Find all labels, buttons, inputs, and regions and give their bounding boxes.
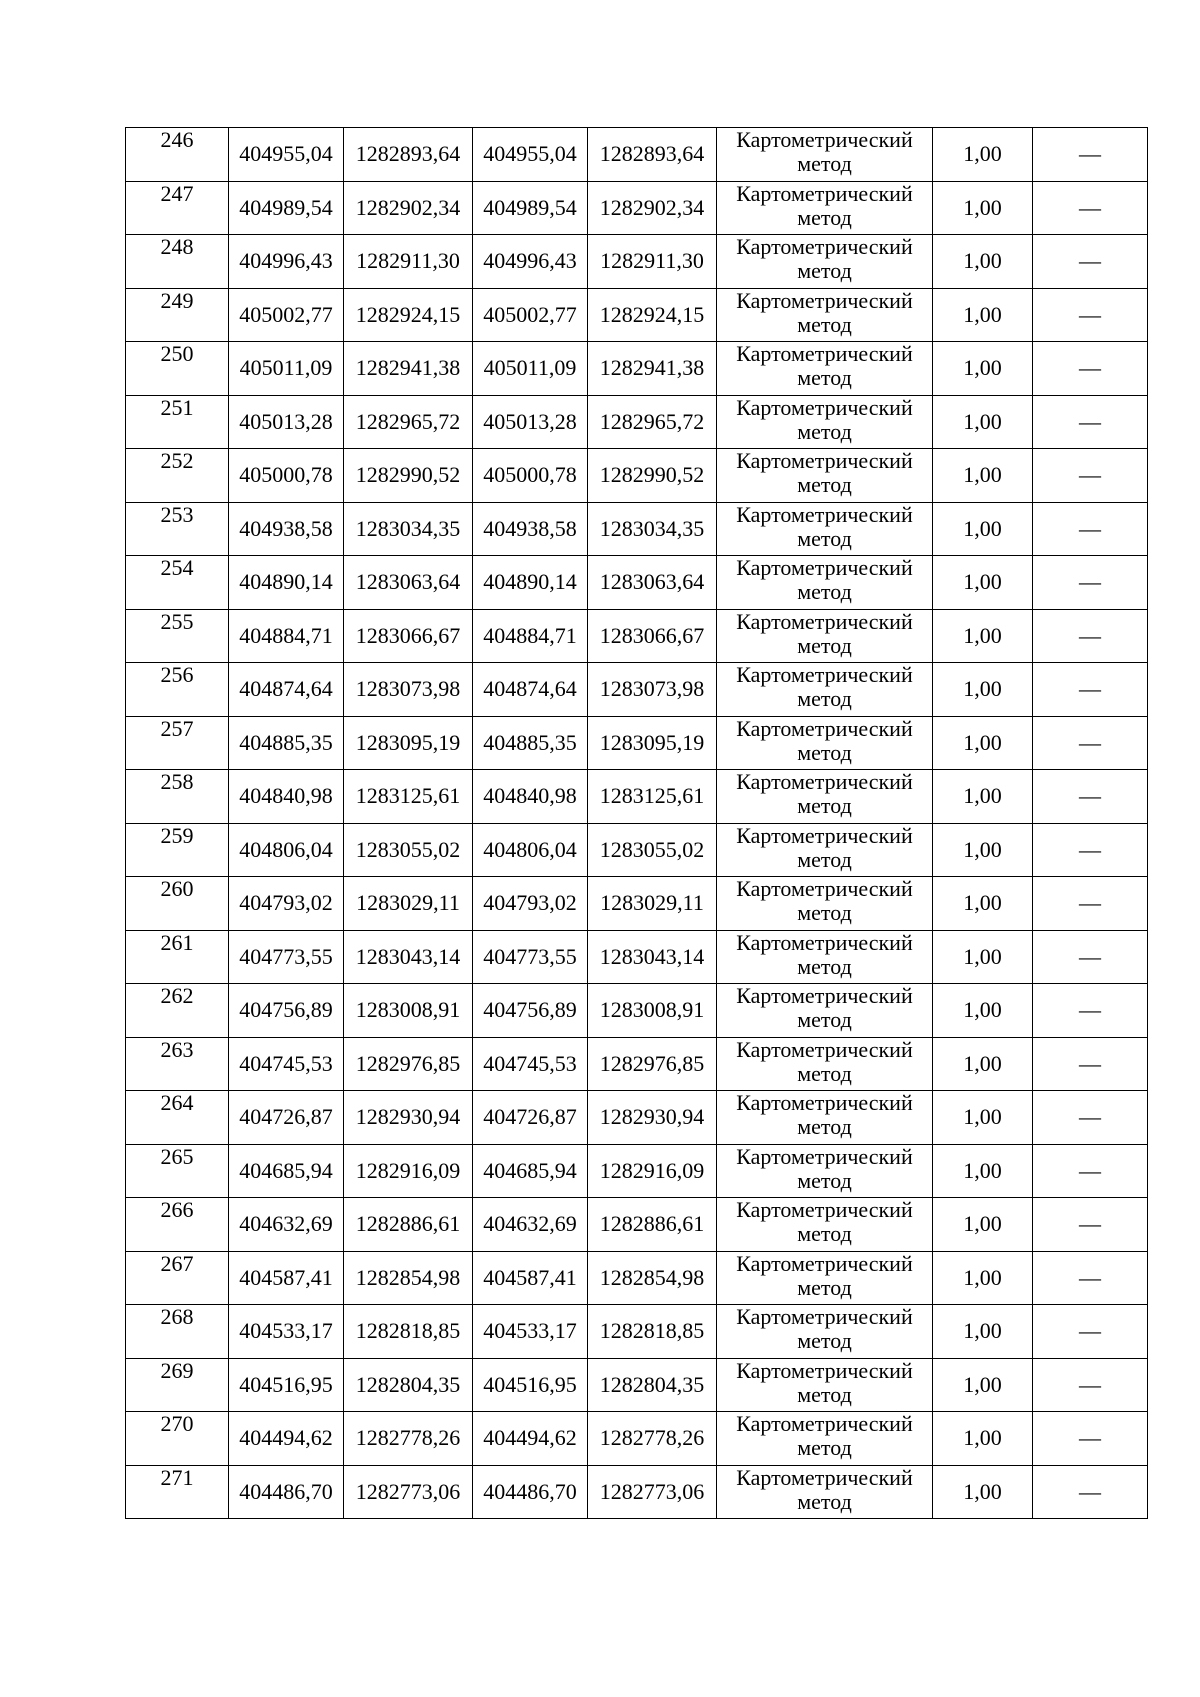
x-new-cell: 404756,89: [473, 984, 588, 1038]
point-number-cell: 266: [126, 1198, 229, 1252]
accuracy-cell: 1,00: [933, 716, 1033, 770]
method-label-line1: Картометрический: [736, 1465, 913, 1490]
method-label-line1: Картометрический: [736, 1090, 913, 1115]
method-label-line2: метод: [797, 1114, 852, 1139]
method-label-line1: Картометрический: [736, 448, 913, 473]
table-body: [126, 128, 1148, 1519]
table-row: [126, 1358, 1148, 1412]
method-cell: [717, 1251, 933, 1305]
table-row: [126, 235, 1148, 289]
x-new-cell: 404533,17: [473, 1305, 588, 1359]
method-cell: [717, 609, 933, 663]
y-new-cell: 1282902,34: [588, 181, 717, 235]
table-row: [126, 342, 1148, 396]
method-cell: [717, 1305, 933, 1359]
point-number-cell: 269: [126, 1358, 229, 1412]
x-new-cell: 404955,04: [473, 128, 588, 182]
method-label-line1: Картометрический: [736, 1358, 913, 1383]
method-cell: [717, 823, 933, 877]
x-new-cell: 404884,71: [473, 609, 588, 663]
x-new-cell: 404890,14: [473, 556, 588, 610]
accuracy-cell: 1,00: [933, 663, 1033, 717]
y-new-cell: 1282854,98: [588, 1251, 717, 1305]
accuracy-cell: 1,00: [933, 1465, 1033, 1519]
y-existing-cell: 1282778,26: [344, 1412, 473, 1466]
y-existing-cell: 1283055,02: [344, 823, 473, 877]
method-label-line1: Картометрический: [736, 716, 913, 741]
x-existing-cell: 404996,43: [229, 235, 344, 289]
method-label-line1: Картометрический: [736, 181, 913, 206]
method-label-line2: метод: [797, 953, 852, 979]
method-cell: [717, 1037, 933, 1091]
y-existing-cell: 1282854,98: [344, 1251, 473, 1305]
method-cell: [717, 1198, 933, 1252]
point-number-cell: 247: [126, 181, 229, 235]
x-new-cell: 404494,62: [473, 1412, 588, 1466]
x-new-cell: 404773,55: [473, 930, 588, 984]
y-existing-cell: 1282930,94: [344, 1091, 473, 1145]
x-new-cell: 404996,43: [473, 235, 588, 289]
accuracy-cell: 1,00: [933, 235, 1033, 289]
x-new-cell: 405013,28: [473, 395, 588, 449]
y-existing-cell: 1282965,72: [344, 395, 473, 449]
method-label-line2: метод: [797, 1221, 852, 1246]
method-label-line1: Картометрический: [736, 555, 913, 580]
description-dash-cell: —: [1033, 984, 1148, 1038]
y-new-cell: 1283008,91: [588, 984, 717, 1038]
x-existing-cell: 404955,04: [229, 128, 344, 182]
accuracy-cell: 1,00: [933, 930, 1033, 984]
y-existing-cell: 1282941,38: [344, 342, 473, 396]
table-row: [126, 877, 1148, 931]
method-label-line2: метод: [797, 311, 852, 337]
accuracy-cell: 1,00: [933, 1412, 1033, 1466]
y-new-cell: 1282893,64: [588, 128, 717, 182]
y-existing-cell: 1283034,35: [344, 502, 473, 556]
x-existing-cell: 405002,77: [229, 288, 344, 342]
description-dash-cell: —: [1033, 1412, 1148, 1466]
accuracy-cell: 1,00: [933, 181, 1033, 235]
point-number-cell: 270: [126, 1412, 229, 1466]
accuracy-cell: 1,00: [933, 984, 1033, 1038]
y-existing-cell: 1282924,15: [344, 288, 473, 342]
method-cell: [717, 1412, 933, 1466]
y-existing-cell: 1282911,30: [344, 235, 473, 289]
method-label-line2: метод: [797, 1488, 852, 1514]
x-existing-cell: 404516,95: [229, 1358, 344, 1412]
method-label-line2: метод: [797, 1328, 852, 1353]
x-existing-cell: 405000,78: [229, 449, 344, 503]
x-new-cell: 404840,98: [473, 770, 588, 824]
method-label-line2: метод: [797, 793, 852, 818]
description-dash-cell: —: [1033, 342, 1148, 396]
method-label-line1: Картометрический: [736, 395, 913, 420]
method-label-line2: метод: [797, 472, 852, 497]
table-row: [126, 1091, 1148, 1145]
method-cell: [717, 342, 933, 396]
method-label-line2: метод: [797, 525, 852, 551]
method-label-line2: метод: [797, 632, 852, 658]
y-new-cell: 1283043,14: [588, 930, 717, 984]
method-cell: [717, 235, 933, 289]
x-new-cell: 404632,69: [473, 1198, 588, 1252]
method-label-line1: Картометрический: [736, 662, 913, 687]
y-existing-cell: 1282976,85: [344, 1037, 473, 1091]
method-cell: [717, 395, 933, 449]
point-number-cell: 260: [126, 877, 229, 931]
point-number-cell: 267: [126, 1251, 229, 1305]
x-existing-cell: 404885,35: [229, 716, 344, 770]
x-existing-cell: 404632,69: [229, 1198, 344, 1252]
point-number-cell: 255: [126, 609, 229, 663]
y-existing-cell: 1282893,64: [344, 128, 473, 182]
x-existing-cell: 404773,55: [229, 930, 344, 984]
x-new-cell: 405000,78: [473, 449, 588, 503]
description-dash-cell: —: [1033, 1037, 1148, 1091]
table-row: [126, 1037, 1148, 1091]
point-number-cell: 249: [126, 288, 229, 342]
description-dash-cell: —: [1033, 1251, 1148, 1305]
x-new-cell: 404989,54: [473, 181, 588, 235]
x-existing-cell: 404840,98: [229, 770, 344, 824]
y-new-cell: 1283066,67: [588, 609, 717, 663]
method-label-line1: Картометрический: [736, 1411, 913, 1436]
x-existing-cell: 404884,71: [229, 609, 344, 663]
y-existing-cell: 1283063,64: [344, 556, 473, 610]
table-row: [126, 663, 1148, 717]
description-dash-cell: —: [1033, 181, 1148, 235]
y-existing-cell: 1283125,61: [344, 770, 473, 824]
method-label-line2: метод: [797, 258, 852, 283]
accuracy-cell: 1,00: [933, 449, 1033, 503]
x-new-cell: 404806,04: [473, 823, 588, 877]
y-new-cell: 1283125,61: [588, 770, 717, 824]
table-row: [126, 288, 1148, 342]
y-new-cell: 1282941,38: [588, 342, 717, 396]
y-existing-cell: 1282773,06: [344, 1465, 473, 1519]
method-label-line1: Картометрический: [736, 127, 913, 152]
point-number-cell: 261: [126, 930, 229, 984]
point-number-cell: 257: [126, 716, 229, 770]
table-row: [126, 449, 1148, 503]
accuracy-cell: 1,00: [933, 1091, 1033, 1145]
description-dash-cell: —: [1033, 1358, 1148, 1412]
description-dash-cell: —: [1033, 449, 1148, 503]
y-existing-cell: 1283043,14: [344, 930, 473, 984]
method-label-line2: метод: [797, 1167, 852, 1193]
method-label-line2: метод: [797, 1435, 852, 1460]
x-existing-cell: 404938,58: [229, 502, 344, 556]
y-new-cell: 1282911,30: [588, 235, 717, 289]
point-number-cell: 251: [126, 395, 229, 449]
accuracy-cell: 1,00: [933, 1037, 1033, 1091]
x-new-cell: 405011,09: [473, 342, 588, 396]
accuracy-cell: 1,00: [933, 395, 1033, 449]
method-cell: [717, 663, 933, 717]
x-new-cell: 404793,02: [473, 877, 588, 931]
table-row: [126, 1412, 1148, 1466]
method-label-line2: метод: [797, 1381, 852, 1407]
point-number-cell: 248: [126, 235, 229, 289]
y-new-cell: 1282778,26: [588, 1412, 717, 1466]
description-dash-cell: —: [1033, 716, 1148, 770]
table-row: [126, 716, 1148, 770]
x-existing-cell: 404756,89: [229, 984, 344, 1038]
method-cell: [717, 1465, 933, 1519]
point-number-cell: 258: [126, 770, 229, 824]
accuracy-cell: 1,00: [933, 1358, 1033, 1412]
method-label-line1: Картометрический: [736, 1251, 913, 1276]
description-dash-cell: —: [1033, 1144, 1148, 1198]
x-existing-cell: 404793,02: [229, 877, 344, 931]
y-existing-cell: 1282804,35: [344, 1358, 473, 1412]
y-new-cell: 1282916,09: [588, 1144, 717, 1198]
description-dash-cell: —: [1033, 1305, 1148, 1359]
accuracy-cell: 1,00: [933, 342, 1033, 396]
description-dash-cell: —: [1033, 609, 1148, 663]
method-label-line1: Картометрический: [736, 769, 913, 794]
method-cell: [717, 770, 933, 824]
table-row: [126, 770, 1148, 824]
method-cell: [717, 877, 933, 931]
table-row: [126, 1144, 1148, 1198]
accuracy-cell: 1,00: [933, 1198, 1033, 1252]
y-new-cell: 1282924,15: [588, 288, 717, 342]
accuracy-cell: 1,00: [933, 128, 1033, 182]
method-label-line2: метод: [797, 1274, 852, 1300]
method-cell: [717, 716, 933, 770]
x-existing-cell: 404989,54: [229, 181, 344, 235]
accuracy-cell: 1,00: [933, 1144, 1033, 1198]
x-new-cell: 405002,77: [473, 288, 588, 342]
description-dash-cell: —: [1033, 235, 1148, 289]
x-new-cell: 404885,35: [473, 716, 588, 770]
table-row: [126, 128, 1148, 182]
y-new-cell: 1283029,11: [588, 877, 717, 931]
table-row: [126, 984, 1148, 1038]
accuracy-cell: 1,00: [933, 823, 1033, 877]
point-number-cell: 265: [126, 1144, 229, 1198]
accuracy-cell: 1,00: [933, 288, 1033, 342]
method-label-line2: метод: [797, 204, 852, 230]
y-existing-cell: 1282818,85: [344, 1305, 473, 1359]
point-number-cell: 262: [126, 984, 229, 1038]
y-existing-cell: 1283095,19: [344, 716, 473, 770]
point-number-cell: 246: [126, 128, 229, 182]
accuracy-cell: 1,00: [933, 1251, 1033, 1305]
y-existing-cell: 1283066,67: [344, 609, 473, 663]
y-new-cell: 1283063,64: [588, 556, 717, 610]
y-new-cell: 1282886,61: [588, 1198, 717, 1252]
method-label-line1: Картометрический: [736, 876, 913, 901]
y-existing-cell: 1282886,61: [344, 1198, 473, 1252]
y-existing-cell: 1282902,34: [344, 181, 473, 235]
method-cell: [717, 288, 933, 342]
method-label-line1: Картометрический: [736, 823, 913, 848]
y-existing-cell: 1283008,91: [344, 984, 473, 1038]
point-number-cell: 250: [126, 342, 229, 396]
y-new-cell: 1283055,02: [588, 823, 717, 877]
table-row: [126, 181, 1148, 235]
description-dash-cell: —: [1033, 1465, 1148, 1519]
description-dash-cell: —: [1033, 823, 1148, 877]
method-label-line2: метод: [797, 365, 852, 390]
x-new-cell: 404726,87: [473, 1091, 588, 1145]
point-number-cell: 268: [126, 1305, 229, 1359]
description-dash-cell: —: [1033, 930, 1148, 984]
method-cell: [717, 1091, 933, 1145]
description-dash-cell: —: [1033, 395, 1148, 449]
point-number-cell: 264: [126, 1091, 229, 1145]
method-label-line2: метод: [797, 1060, 852, 1086]
table-row: [126, 823, 1148, 877]
x-new-cell: 404745,53: [473, 1037, 588, 1091]
method-label-line1: Картометрический: [736, 1304, 913, 1329]
description-dash-cell: —: [1033, 1091, 1148, 1145]
method-label-line2: метод: [797, 579, 852, 604]
method-cell: [717, 984, 933, 1038]
y-new-cell: 1282930,94: [588, 1091, 717, 1145]
method-label-line1: Картометрический: [736, 234, 913, 259]
y-new-cell: 1282773,06: [588, 1465, 717, 1519]
table-row: [126, 609, 1148, 663]
accuracy-cell: 1,00: [933, 556, 1033, 610]
accuracy-cell: 1,00: [933, 609, 1033, 663]
y-new-cell: 1283073,98: [588, 663, 717, 717]
y-new-cell: 1282818,85: [588, 1305, 717, 1359]
x-existing-cell: 404745,53: [229, 1037, 344, 1091]
method-label-line1: Картометрический: [736, 1144, 913, 1169]
x-existing-cell: 404726,87: [229, 1091, 344, 1145]
method-cell: [717, 449, 933, 503]
y-new-cell: 1282965,72: [588, 395, 717, 449]
x-existing-cell: 404486,70: [229, 1465, 344, 1519]
point-number-cell: 259: [126, 823, 229, 877]
description-dash-cell: —: [1033, 288, 1148, 342]
description-dash-cell: —: [1033, 128, 1148, 182]
x-existing-cell: 404685,94: [229, 1144, 344, 1198]
x-existing-cell: 404890,14: [229, 556, 344, 610]
method-cell: [717, 556, 933, 610]
method-label-line2: метод: [797, 900, 852, 925]
accuracy-cell: 1,00: [933, 877, 1033, 931]
x-new-cell: 404938,58: [473, 502, 588, 556]
y-new-cell: 1283034,35: [588, 502, 717, 556]
y-existing-cell: 1282916,09: [344, 1144, 473, 1198]
x-existing-cell: 404874,64: [229, 663, 344, 717]
y-existing-cell: 1283029,11: [344, 877, 473, 931]
y-new-cell: 1283095,19: [588, 716, 717, 770]
x-new-cell: 404874,64: [473, 663, 588, 717]
y-new-cell: 1282990,52: [588, 449, 717, 503]
description-dash-cell: —: [1033, 502, 1148, 556]
table-row: [126, 502, 1148, 556]
method-label-line2: метод: [797, 846, 852, 872]
method-label-line1: Картометрический: [736, 1197, 913, 1222]
coordinates-table: [125, 127, 1148, 1519]
method-label-line1: Картометрический: [736, 502, 913, 527]
description-dash-cell: —: [1033, 663, 1148, 717]
x-existing-cell: 404806,04: [229, 823, 344, 877]
x-existing-cell: 405011,09: [229, 342, 344, 396]
method-cell: [717, 930, 933, 984]
table-row: [126, 1198, 1148, 1252]
x-existing-cell: 405013,28: [229, 395, 344, 449]
method-label-line1: Картометрический: [736, 983, 913, 1008]
method-label-line2: метод: [797, 418, 852, 444]
x-existing-cell: 404587,41: [229, 1251, 344, 1305]
y-existing-cell: 1283073,98: [344, 663, 473, 717]
table-row: [126, 395, 1148, 449]
method-cell: [717, 502, 933, 556]
point-number-cell: 271: [126, 1465, 229, 1519]
point-number-cell: 253: [126, 502, 229, 556]
description-dash-cell: —: [1033, 556, 1148, 610]
x-existing-cell: 404494,62: [229, 1412, 344, 1466]
table-row: [126, 1251, 1148, 1305]
table-row: [126, 1465, 1148, 1519]
accuracy-cell: 1,00: [933, 1305, 1033, 1359]
method-label-line2: метод: [797, 739, 852, 765]
description-dash-cell: —: [1033, 770, 1148, 824]
method-label-line1: Картометрический: [736, 288, 913, 313]
method-label-line2: метод: [797, 151, 852, 176]
y-new-cell: 1282804,35: [588, 1358, 717, 1412]
table-row: [126, 1305, 1148, 1359]
x-new-cell: 404685,94: [473, 1144, 588, 1198]
y-existing-cell: 1282990,52: [344, 449, 473, 503]
x-new-cell: 404516,95: [473, 1358, 588, 1412]
method-label-line1: Картометрический: [736, 930, 913, 955]
method-label-line1: Картометрический: [736, 1037, 913, 1062]
table-row: [126, 556, 1148, 610]
point-number-cell: 263: [126, 1037, 229, 1091]
point-number-cell: 254: [126, 556, 229, 610]
x-existing-cell: 404533,17: [229, 1305, 344, 1359]
method-cell: [717, 1358, 933, 1412]
description-dash-cell: —: [1033, 1198, 1148, 1252]
method-label-line2: метод: [797, 686, 852, 711]
method-cell: [717, 181, 933, 235]
method-label-line1: Картометрический: [736, 609, 913, 634]
point-number-cell: 252: [126, 449, 229, 503]
method-label-line2: метод: [797, 1007, 852, 1032]
table-row: [126, 930, 1148, 984]
point-number-cell: 256: [126, 663, 229, 717]
method-label-line1: Картометрический: [736, 341, 913, 366]
accuracy-cell: 1,00: [933, 502, 1033, 556]
method-cell: [717, 1144, 933, 1198]
method-cell: [717, 128, 933, 182]
accuracy-cell: 1,00: [933, 770, 1033, 824]
description-dash-cell: —: [1033, 877, 1148, 931]
y-new-cell: 1282976,85: [588, 1037, 717, 1091]
x-new-cell: 404486,70: [473, 1465, 588, 1519]
x-new-cell: 404587,41: [473, 1251, 588, 1305]
